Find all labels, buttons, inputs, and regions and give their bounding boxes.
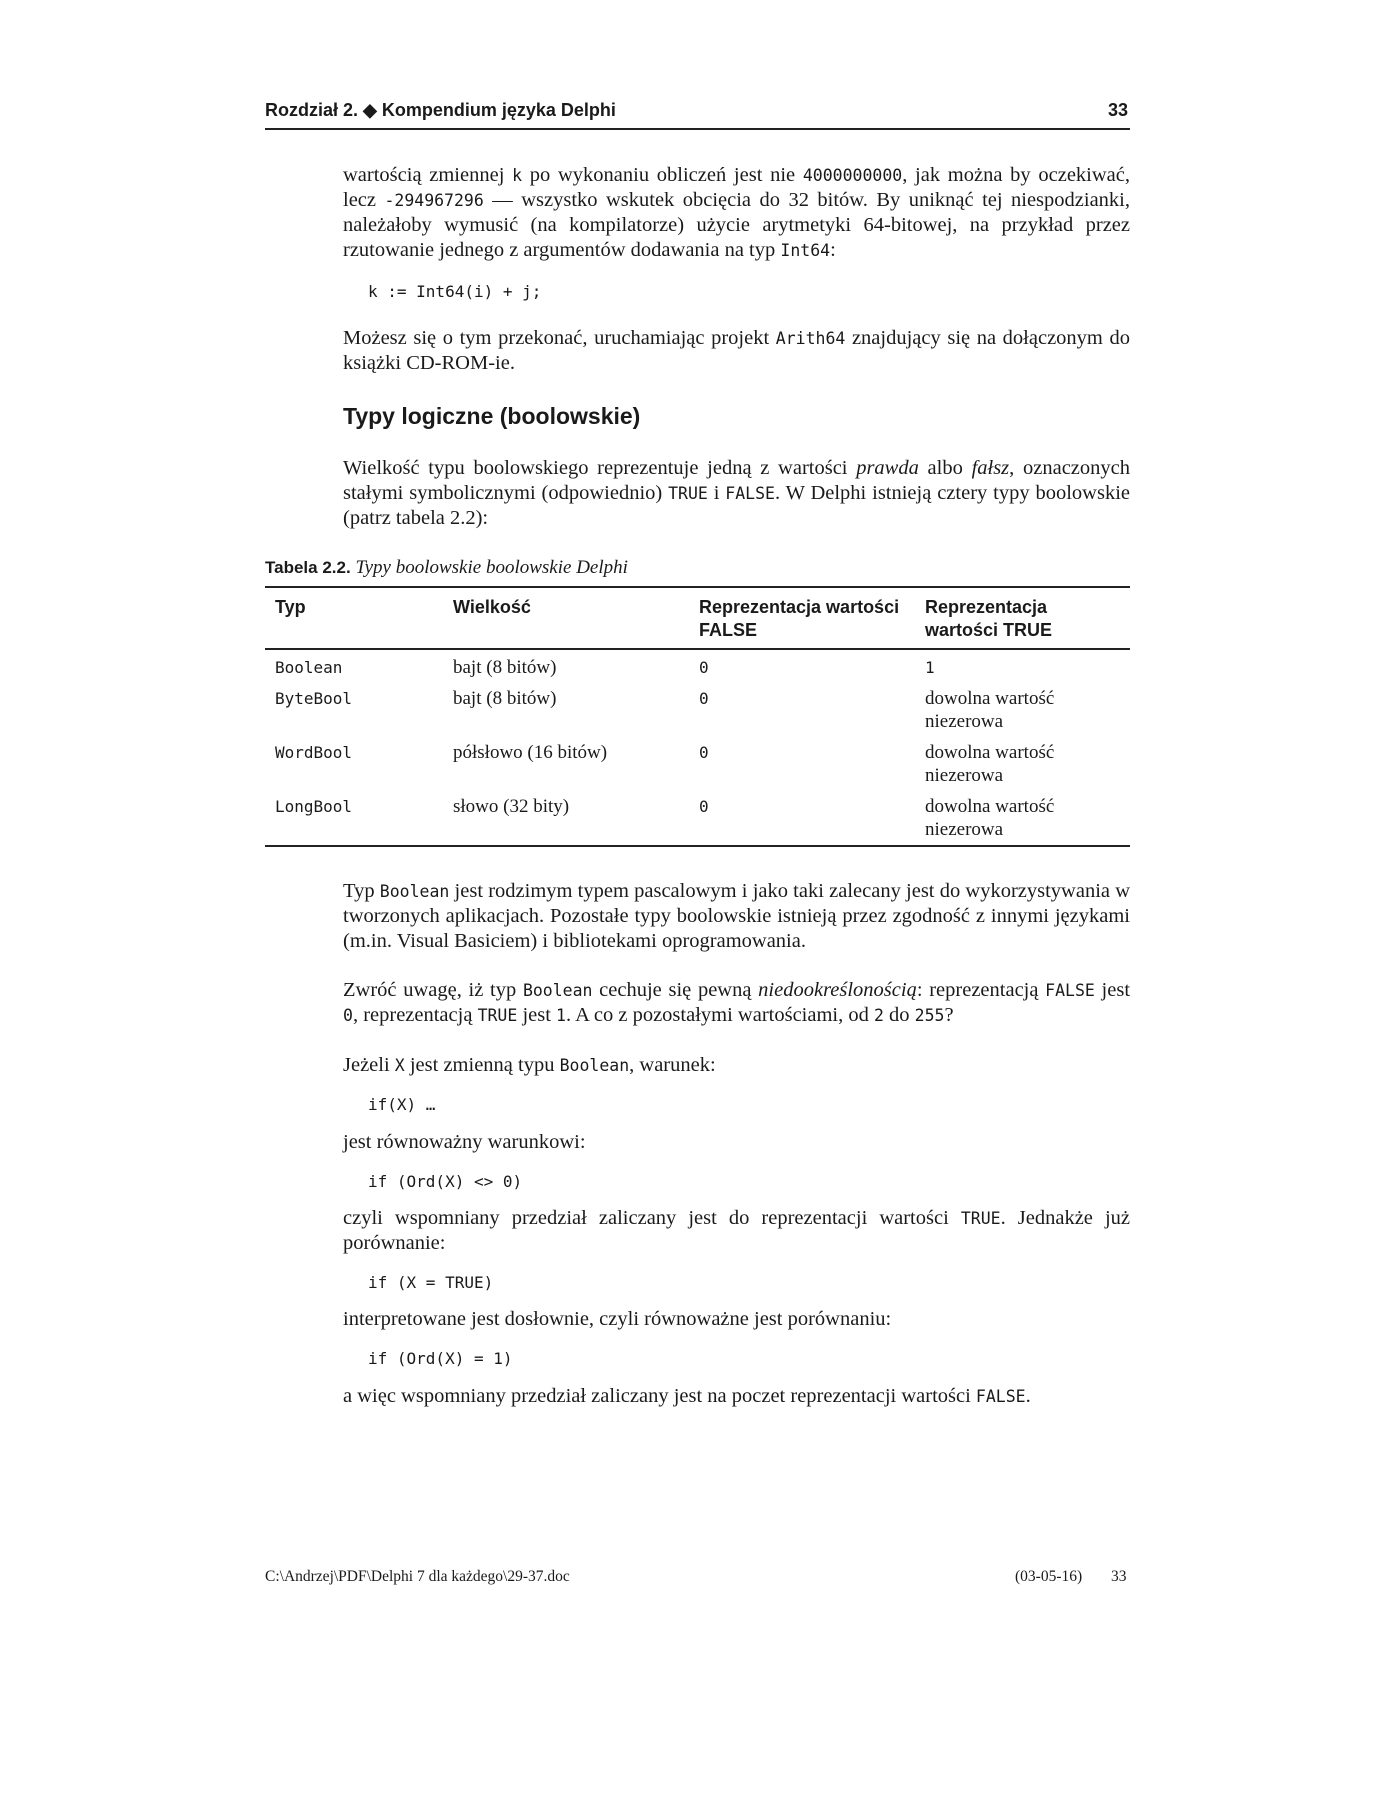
- code-line-ord-not-zero: if (Ord(X) <> 0): [368, 1172, 523, 1191]
- paragraph-ambiguity: Zwróć uwagę, iż typ Boolean cechuje się pewną niedookreślonością: reprezentacją FALSE jest 0, reprezentacją TRUE jest 1. A co z pozostałymi wartościami, od 2 do 255?: [343, 979, 1131, 1026]
- table-caption-label: Tabela 2.2.: [265, 558, 351, 577]
- cell-type: Boolean: [275, 658, 343, 677]
- table-row: [265, 789, 1130, 846]
- paragraph-boolean-intro: Wielkość typu boolowskiego reprezentuje jedną z wartości prawda albo fałsz, oznaczonych stałymi symbolicznymi (odpowiednio) TRUE i FALSE. W Delphi istnieją cztery typy boolowskie (patrz tabela 2.2):: [343, 457, 1130, 529]
- paragraph-condition: Jeżeli X jest zmienną typu Boolean, warunek:: [343, 1054, 716, 1076]
- table-row: [265, 649, 1130, 681]
- paragraph-true-range: czyli wspomniany przedział zaliczany jest do reprezentacji wartości TRUE. Jednakże już porównanie:: [343, 1207, 1131, 1254]
- paragraph-equivalent: jest równoważny warunkowi:: [343, 1131, 586, 1153]
- chapter-title: Rozdział 2. ◆ Kompendium języka Delphi: [265, 100, 616, 120]
- cell-size: bajt (8 bitów): [453, 657, 557, 678]
- cell-size: słowo (32 bity): [443, 789, 689, 846]
- column-header-false: Reprezentacja wartości FALSE: [689, 587, 915, 649]
- table-header-row: [265, 587, 1130, 649]
- paragraph-false-range: a więc wspomniany przedział zaliczany jest na poczet reprezentacji wartości FALSE.: [343, 1385, 1031, 1407]
- cell-true: dowolna wartość niezerowa: [925, 742, 1055, 786]
- section-heading: Typy logiczne (boolowskie): [343, 403, 641, 429]
- paragraph-overflow: wartością zmiennej k po wykonaniu obliczeń jest nie 4000000000, jak można by oczekiwać, lecz -294967296 — wszystko wskutek obcięcia do 32 bitów. By uniknąć tej niespodzianki, należałoby wymusić (na kompilatorze) użycie arytmetyki 64-bitowej, na przykład przez rzutowanie jednego z argumentów dodawania na typ Int64:: [343, 164, 1130, 261]
- cell-type: LongBool: [265, 789, 443, 846]
- code-line-int64: k := Int64(i) + j;: [368, 282, 542, 301]
- table-caption-title: Typy boolowskie boolowskie Delphi: [355, 557, 628, 578]
- cell-size: bajt (8 bitów): [453, 688, 557, 709]
- footer-file-path: C:\Andrzej\PDF\Delphi 7 dla każdego\29-37.doc: [265, 1568, 570, 1585]
- paragraph-arith64: Możesz się o tym przekonać, uruchamiając projekt Arith64 znajdujący się na dołączonym do książki CD-ROM-ie.: [343, 327, 1130, 374]
- code-line-if-x: if(X) …: [368, 1095, 436, 1114]
- paragraph-boolean-native: Typ Boolean jest rodzimym typem pascalowym i jako taki zalecany jest do wykorzystywania w tworzonych aplikacjach. Pozostałe typy boolowskie istnieją przez zgodność z innymi językami (m.in. Visual Basiciem) i bibliotekami oprogramowania.: [343, 880, 1130, 952]
- column-header-true: Reprezentacja wartości TRUE: [915, 587, 1130, 649]
- cell-size: półsłowo (16 bitów): [453, 742, 608, 763]
- header-page-number: 33: [1107, 100, 1128, 120]
- cell-type: ByteBool: [275, 689, 353, 708]
- cell-true: dowolna wartość niezerowa: [925, 688, 1055, 732]
- cell-false: 0: [699, 689, 709, 708]
- code-line-ord-equals-one: if (Ord(X) = 1): [368, 1349, 513, 1368]
- cell-true: 1: [925, 658, 935, 677]
- footer-page-number: 33: [1111, 1568, 1127, 1585]
- footer-date: (03-05-16): [1015, 1568, 1083, 1585]
- table-row: [265, 735, 1130, 789]
- code-line-x-equals-true: if (X = TRUE): [368, 1273, 494, 1292]
- table-row: [265, 681, 1130, 735]
- boolean-types-table: [265, 586, 1130, 847]
- running-header: [265, 98, 1130, 130]
- cell-false: 0: [699, 658, 709, 677]
- column-header-size: Wielkość: [443, 587, 689, 649]
- column-header-type: Typ: [265, 587, 443, 649]
- cell-false: 0: [689, 789, 915, 846]
- cell-true: dowolna wartość niezerowa: [915, 789, 1130, 846]
- table-caption: [265, 557, 628, 579]
- paragraph-literal: interpretowane jest dosłownie, czyli równoważne jest porównaniu:: [343, 1308, 892, 1330]
- cell-type: WordBool: [275, 743, 353, 762]
- cell-false: 0: [699, 743, 709, 762]
